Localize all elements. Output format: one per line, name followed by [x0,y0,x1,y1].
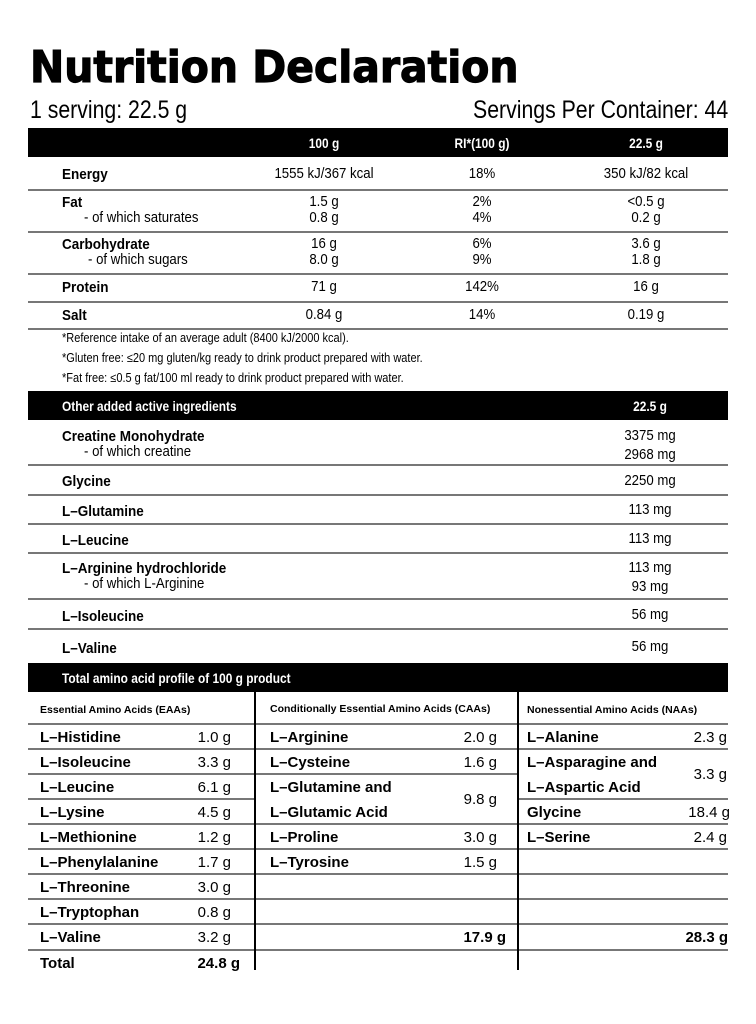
eaa-value: 4.5 g [197,804,231,821]
col-header-100g: 100 g [308,134,340,151]
row-label: Protein [62,279,109,296]
row-label: Salt [62,307,87,324]
row-divider [256,873,517,875]
serving-size: 1 serving: 22.5 g [30,96,188,124]
row-value: 113 mg [628,501,672,518]
value-serving: 0.19 g [627,306,665,323]
caa-name: L–Glutamine and [270,779,392,796]
row-sub-value: 93 mg [631,578,669,595]
sub-value-serving: 1.8 g [631,251,661,268]
eaa-value: 3.2 g [197,929,231,946]
value-100g: 1.5 g [309,193,339,210]
row-label: L–Isoleucine [62,608,144,625]
servings-per-container: Servings Per Container: 44 [472,96,728,124]
caa-name: L–Cysteine [270,754,351,771]
value-ri: 18% [468,165,496,182]
row-divider [28,823,254,825]
row-label: Creatine Monohydrate [62,428,205,445]
row-divider [256,848,517,850]
value-serving: 350 kJ/82 kcal [603,165,689,182]
col-header-serving: 22.5 g [629,134,663,151]
eaa-value: 0.8 g [197,904,231,921]
value-100g: 0.84 g [305,306,343,323]
naa-name: L–Asparagine and [527,754,658,771]
caa-name: L–Tyrosine [270,854,349,871]
row-divider [519,798,728,800]
eaa-name: L–Methionine [40,829,137,846]
nutrition-row-energy [28,157,728,191]
caa-value: 9.8 g [463,791,497,808]
row-divider [519,748,728,750]
value-serving: 16 g [633,278,659,295]
row-sublabel: - of which creatine [84,443,192,460]
active-row-isoleucine [28,600,728,630]
value-ri: 2% [472,193,492,210]
row-divider [28,798,254,800]
active-ingredients-header-bar [28,391,728,420]
naa-value: 3.3 g [693,766,727,783]
col-header-ri: RI*(100 g) [454,134,510,151]
eaa-value: 1.7 g [197,854,231,871]
row-divider [256,823,517,825]
naa-name-line2: L–Aspartic Acid [527,779,641,796]
row-value: 2250 mg [624,472,676,489]
value-serving: 3.6 g [631,235,661,252]
row-divider [519,823,728,825]
eaa-name: L–Threonine [40,879,131,896]
eaa-total: 24.8 g [197,955,240,972]
eaa-name: L–Lysine [40,804,105,821]
footnote-gluten-free: *Gluten free: ≤20 mg gluten/kg ready to drink product prepared with water. [62,351,423,365]
row-divider [256,898,517,900]
active-row-glutamine [28,496,728,525]
row-divider [28,949,254,951]
eaa-column-title: Essential Amino Acids (EAAs) [40,704,191,716]
row-divider [256,949,517,951]
active-row-leucine [28,525,728,554]
naa-name: Glycine [527,804,582,821]
active-row-creatine [28,420,728,466]
caa-value: 1.6 g [463,754,497,771]
naa-value: 18.4 g [688,804,730,821]
naa-value: 2.3 g [693,729,727,746]
row-divider [256,748,517,750]
row-value: 56 mg [631,606,669,623]
row-label: Energy [62,166,108,183]
caa-name-line2: L–Glutamic Acid [270,804,388,821]
sub-value-100g: 0.8 g [309,209,339,226]
row-divider [256,773,517,775]
value-100g: 16 g [311,235,337,252]
row-sublabel: - of which L-Arginine [84,575,205,592]
eaa-value: 3.0 g [197,879,231,896]
naa-column-title: Nonessential Amino Acids (NAAs) [527,704,698,716]
value-ri: 14% [468,306,496,323]
row-value: 3375 mg [624,427,676,444]
row-label: Glycine [62,473,111,490]
row-divider [28,773,254,775]
row-divider [519,873,728,875]
caa-column-title: Conditionally Essential Amino Acids (CAAs) [270,703,491,715]
sub-value-100g: 8.0 g [309,251,339,268]
value-100g: 71 g [311,278,337,295]
row-divider [519,723,728,725]
active-row-glycine [28,466,728,496]
nutrition-row-fat [28,191,728,233]
row-divider [28,873,254,875]
naa-total: 28.3 g [685,929,728,946]
nutrition-row-protein [28,275,728,303]
value-serving: <0.5 g [627,193,665,210]
value-100g: 1555 kJ/367 kcal [274,165,374,182]
row-divider [519,949,728,951]
nutrition-row-carbohydrate [28,233,728,275]
row-divider [28,898,254,900]
column-divider [517,692,519,970]
active-header-label: Other added active ingredients [62,397,237,414]
caa-value: 1.5 g [463,854,497,871]
naa-name: L–Serine [527,829,591,846]
row-value: 113 mg [628,559,672,576]
row-value: 56 mg [631,638,669,655]
amino-profile-header-bar [28,663,728,692]
row-label: L–Valine [62,640,117,657]
row-label: L–Arginine hydrochloride [62,560,227,577]
active-header-amount: 22.5 g [633,397,667,414]
eaa-value: 1.0 g [197,729,231,746]
caa-value: 2.0 g [463,729,497,746]
row-label: Carbohydrate [62,236,150,253]
row-value: 113 mg [628,530,672,547]
sub-value-serving: 0.2 g [631,209,661,226]
amino-header-label: Total amino acid profile of 100 g product [62,669,291,686]
row-divider [28,848,254,850]
caa-total: 17.9 g [463,929,506,946]
active-row-arginine-hcl [28,554,728,600]
page-title: Nutrition Declaration [30,42,519,93]
row-divider [28,723,254,725]
naa-name: L–Alanine [527,729,599,746]
eaa-name: L–Histidine [40,729,121,746]
row-sublabel: - of which sugars [88,251,188,268]
row-divider [28,923,254,925]
row-label: Fat [62,194,83,211]
row-divider [519,848,728,850]
value-ri: 142% [465,278,499,295]
caa-name: L–Proline [270,829,339,846]
eaa-name: L–Tryptophan [40,904,140,921]
footnote-reference-intake: *Reference intake of an average adult (8400 kJ/2000 kcal). [62,331,349,345]
row-divider [519,898,728,900]
eaa-name: L–Leucine [40,779,115,796]
value-ri: 6% [472,235,492,252]
caa-value: 3.0 g [463,829,497,846]
row-label: L–Glutamine [62,503,144,520]
nutrition-header-bar [28,128,728,157]
row-divider [256,923,517,925]
row-divider [28,748,254,750]
eaa-value: 3.3 g [197,754,231,771]
column-divider [254,692,256,970]
caa-name: L–Arginine [270,729,349,746]
active-row-valine [28,630,728,663]
row-sublabel: - of which saturates [84,209,199,226]
eaa-total-label: Total [40,955,75,972]
eaa-name: L–Phenylalanine [40,854,159,871]
sub-value-ri: 4% [472,209,492,226]
eaa-value: 1.2 g [197,829,231,846]
nutrition-row-salt [28,303,728,330]
eaa-name: L–Valine [40,929,101,946]
naa-value: 2.4 g [693,829,727,846]
eaa-value: 6.1 g [197,779,231,796]
footnote-fat-free: *Fat free: ≤0.5 g fat/100 ml ready to drink product prepared with water. [62,371,404,385]
eaa-name: L–Isoleucine [40,754,131,771]
row-label: L–Leucine [62,532,129,549]
row-sub-value: 2968 mg [624,446,676,463]
row-divider [256,723,517,725]
row-divider [519,923,728,925]
sub-value-ri: 9% [472,251,492,268]
